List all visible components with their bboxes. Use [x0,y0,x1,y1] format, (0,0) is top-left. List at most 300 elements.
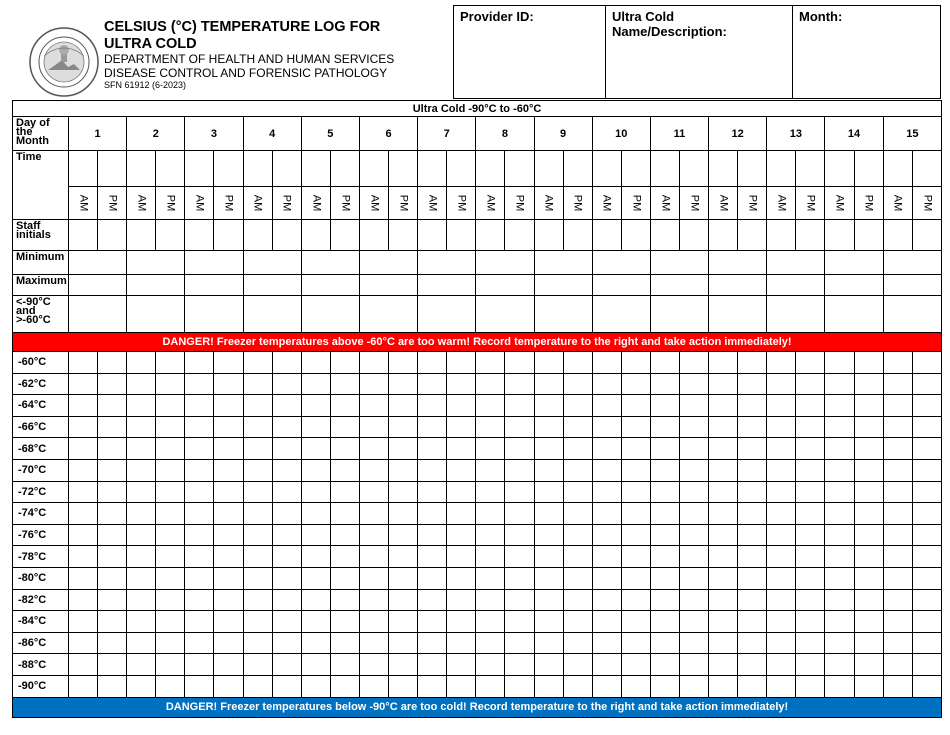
temp-cell[interactable] [243,373,272,395]
temp-cell[interactable] [563,675,592,697]
temp-cell[interactable] [389,567,418,589]
temp-cell[interactable] [679,567,708,589]
temp-cell[interactable] [447,373,476,395]
maximum-cell[interactable] [709,275,767,296]
temp-cell[interactable] [127,654,156,676]
temp-cell[interactable] [98,589,127,611]
temp-cell[interactable] [359,416,388,438]
temp-cell[interactable] [476,352,505,374]
temp-cell[interactable] [912,654,941,676]
temp-cell[interactable] [447,611,476,633]
temp-cell[interactable] [301,524,330,546]
staff-initials-cell[interactable] [214,220,243,251]
temp-cell[interactable] [505,352,534,374]
temp-cell[interactable] [709,611,738,633]
temp-cell[interactable] [825,373,854,395]
maximum-cell[interactable] [418,275,476,296]
temp-cell[interactable] [214,546,243,568]
temp-cell[interactable] [912,459,941,481]
temp-cell[interactable] [389,503,418,525]
staff-initials-cell[interactable] [796,220,825,251]
temp-cell[interactable] [767,675,796,697]
staff-initials-cell[interactable] [738,220,767,251]
temp-cell[interactable] [185,654,214,676]
temp-cell[interactable] [679,546,708,568]
temp-cell[interactable] [69,438,98,460]
temp-cell[interactable] [679,373,708,395]
out-of-range-cell[interactable] [883,296,941,333]
temp-cell[interactable] [359,459,388,481]
temp-cell[interactable] [883,395,912,417]
temp-cell[interactable] [127,632,156,654]
temp-cell[interactable] [796,632,825,654]
temp-cell[interactable] [854,567,883,589]
temp-cell[interactable] [563,567,592,589]
temp-cell[interactable] [679,524,708,546]
temp-cell[interactable] [389,352,418,374]
staff-initials-cell[interactable] [534,220,563,251]
temp-cell[interactable] [214,481,243,503]
temp-cell[interactable] [621,524,650,546]
temp-cell[interactable] [621,654,650,676]
minimum-cell[interactable] [883,251,941,275]
temp-cell[interactable] [854,675,883,697]
staff-initials-cell[interactable] [505,220,534,251]
temp-cell[interactable] [534,524,563,546]
staff-initials-cell[interactable] [272,220,301,251]
temp-cell[interactable] [156,675,185,697]
temp-cell[interactable] [418,352,447,374]
temp-cell[interactable] [359,589,388,611]
temp-cell[interactable] [301,438,330,460]
temp-cell[interactable] [272,632,301,654]
temp-cell[interactable] [243,675,272,697]
temp-cell[interactable] [883,546,912,568]
staff-initials-cell[interactable] [854,220,883,251]
temp-cell[interactable] [98,524,127,546]
temp-cell[interactable] [476,459,505,481]
temp-cell[interactable] [505,675,534,697]
temp-cell[interactable] [679,352,708,374]
temp-cell[interactable] [330,654,359,676]
temp-cell[interactable] [738,546,767,568]
temp-cell[interactable] [796,459,825,481]
minimum-cell[interactable] [592,251,650,275]
temp-cell[interactable] [621,481,650,503]
temp-cell[interactable] [418,524,447,546]
temp-cell[interactable] [738,589,767,611]
minimum-cell[interactable] [301,251,359,275]
temp-cell[interactable] [883,524,912,546]
temp-cell[interactable] [679,395,708,417]
temp-cell[interactable] [796,567,825,589]
temp-cell[interactable] [563,503,592,525]
temp-cell[interactable] [156,524,185,546]
minimum-cell[interactable] [127,251,185,275]
temp-cell[interactable] [243,481,272,503]
temp-cell[interactable] [505,524,534,546]
temp-cell[interactable] [127,611,156,633]
temp-cell[interactable] [98,632,127,654]
temp-cell[interactable] [330,675,359,697]
temp-cell[interactable] [185,503,214,525]
temp-cell[interactable] [738,352,767,374]
temp-cell[interactable] [272,675,301,697]
temp-cell[interactable] [156,352,185,374]
temp-cell[interactable] [301,373,330,395]
temp-cell[interactable] [534,675,563,697]
temp-cell[interactable] [243,438,272,460]
staff-initials-cell[interactable] [679,220,708,251]
temp-cell[interactable] [98,611,127,633]
temp-cell[interactable] [214,611,243,633]
temp-cell[interactable] [883,654,912,676]
temp-cell[interactable] [679,481,708,503]
temp-cell[interactable] [185,567,214,589]
temp-cell[interactable] [301,567,330,589]
temp-cell[interactable] [709,481,738,503]
temp-cell[interactable] [301,503,330,525]
ultra-cold-name-field[interactable] [605,5,793,99]
temp-cell[interactable] [621,438,650,460]
minimum-cell[interactable] [69,251,127,275]
temp-cell[interactable] [825,611,854,633]
temp-cell[interactable] [679,438,708,460]
temp-cell[interactable] [127,481,156,503]
temp-cell[interactable] [505,395,534,417]
temp-cell[interactable] [621,352,650,374]
temp-cell[interactable] [272,654,301,676]
temp-cell[interactable] [650,459,679,481]
temp-cell[interactable] [534,632,563,654]
temp-cell[interactable] [505,459,534,481]
staff-initials-cell[interactable] [709,220,738,251]
temp-cell[interactable] [883,503,912,525]
temp-cell[interactable] [418,503,447,525]
temp-cell[interactable] [738,373,767,395]
time-cell[interactable] [272,151,301,187]
temp-cell[interactable] [825,567,854,589]
temp-cell[interactable] [301,589,330,611]
time-cell[interactable] [418,151,447,187]
temp-cell[interactable] [709,546,738,568]
temp-cell[interactable] [185,352,214,374]
temp-cell[interactable] [330,481,359,503]
temp-cell[interactable] [272,481,301,503]
temp-cell[interactable] [767,546,796,568]
temp-cell[interactable] [767,503,796,525]
temp-cell[interactable] [447,395,476,417]
temp-cell[interactable] [156,373,185,395]
temp-cell[interactable] [330,589,359,611]
temp-cell[interactable] [912,352,941,374]
time-cell[interactable] [127,151,156,187]
temp-cell[interactable] [534,546,563,568]
temp-cell[interactable] [563,589,592,611]
temp-cell[interactable] [709,654,738,676]
maximum-cell[interactable] [243,275,301,296]
temp-cell[interactable] [389,589,418,611]
temp-cell[interactable] [127,416,156,438]
temp-cell[interactable] [185,611,214,633]
temp-cell[interactable] [330,459,359,481]
temp-cell[interactable] [854,352,883,374]
minimum-cell[interactable] [825,251,883,275]
temp-cell[interactable] [447,546,476,568]
temp-cell[interactable] [330,567,359,589]
temp-cell[interactable] [563,459,592,481]
temp-cell[interactable] [418,675,447,697]
temp-cell[interactable] [301,416,330,438]
temp-cell[interactable] [69,546,98,568]
temp-cell[interactable] [447,416,476,438]
time-cell[interactable] [592,151,621,187]
temp-cell[interactable] [738,438,767,460]
temp-cell[interactable] [709,459,738,481]
temp-cell[interactable] [330,611,359,633]
minimum-cell[interactable] [359,251,417,275]
temp-cell[interactable] [709,632,738,654]
maximum-cell[interactable] [883,275,941,296]
temp-cell[interactable] [418,567,447,589]
temp-cell[interactable] [389,459,418,481]
temp-cell[interactable] [767,438,796,460]
temp-cell[interactable] [854,611,883,633]
temp-cell[interactable] [301,654,330,676]
temp-cell[interactable] [505,438,534,460]
temp-cell[interactable] [476,416,505,438]
temp-cell[interactable] [243,416,272,438]
temp-cell[interactable] [418,632,447,654]
time-cell[interactable] [679,151,708,187]
temp-cell[interactable] [883,632,912,654]
temp-cell[interactable] [912,503,941,525]
temp-cell[interactable] [738,675,767,697]
temp-cell[interactable] [825,632,854,654]
temp-cell[interactable] [476,503,505,525]
temp-cell[interactable] [883,611,912,633]
temp-cell[interactable] [650,654,679,676]
temp-cell[interactable] [476,546,505,568]
maximum-cell[interactable] [476,275,534,296]
temp-cell[interactable] [476,438,505,460]
temp-cell[interactable] [563,416,592,438]
temp-cell[interactable] [679,503,708,525]
temp-cell[interactable] [854,373,883,395]
temp-cell[interactable] [359,567,388,589]
temp-cell[interactable] [621,675,650,697]
temp-cell[interactable] [679,675,708,697]
temp-cell[interactable] [854,395,883,417]
temp-cell[interactable] [243,524,272,546]
temp-cell[interactable] [301,395,330,417]
temp-cell[interactable] [301,675,330,697]
temp-cell[interactable] [883,481,912,503]
temp-cell[interactable] [534,503,563,525]
temp-cell[interactable] [330,546,359,568]
staff-initials-cell[interactable] [650,220,679,251]
temp-cell[interactable] [359,503,388,525]
temp-cell[interactable] [418,546,447,568]
staff-initials-cell[interactable] [563,220,592,251]
temp-cell[interactable] [69,459,98,481]
temp-cell[interactable] [418,395,447,417]
temp-cell[interactable] [912,416,941,438]
temp-cell[interactable] [621,546,650,568]
temp-cell[interactable] [854,524,883,546]
temp-cell[interactable] [738,459,767,481]
temp-cell[interactable] [709,416,738,438]
temp-cell[interactable] [389,524,418,546]
time-cell[interactable] [505,151,534,187]
temp-cell[interactable] [505,546,534,568]
temp-cell[interactable] [156,481,185,503]
temp-cell[interactable] [214,503,243,525]
temp-cell[interactable] [912,524,941,546]
temp-cell[interactable] [359,481,388,503]
temp-cell[interactable] [534,438,563,460]
temp-cell[interactable] [534,395,563,417]
maximum-cell[interactable] [185,275,243,296]
temp-cell[interactable] [912,589,941,611]
temp-cell[interactable] [156,546,185,568]
minimum-cell[interactable] [767,251,825,275]
out-of-range-cell[interactable] [127,296,185,333]
temp-cell[interactable] [243,589,272,611]
temp-cell[interactable] [709,524,738,546]
month-field[interactable] [792,5,941,99]
temp-cell[interactable] [418,611,447,633]
temp-cell[interactable] [767,395,796,417]
maximum-cell[interactable] [767,275,825,296]
temp-cell[interactable] [330,352,359,374]
temp-cell[interactable] [389,416,418,438]
temp-cell[interactable] [650,503,679,525]
maximum-cell[interactable] [825,275,883,296]
temp-cell[interactable] [709,395,738,417]
temp-cell[interactable] [272,352,301,374]
temp-cell[interactable] [534,416,563,438]
temp-cell[interactable] [389,546,418,568]
temp-cell[interactable] [156,395,185,417]
temp-cell[interactable] [505,567,534,589]
temp-cell[interactable] [825,546,854,568]
temp-cell[interactable] [738,416,767,438]
temp-cell[interactable] [98,373,127,395]
temp-cell[interactable] [476,481,505,503]
temp-cell[interactable] [98,416,127,438]
temp-cell[interactable] [214,373,243,395]
staff-initials-cell[interactable] [621,220,650,251]
staff-initials-cell[interactable] [185,220,214,251]
temp-cell[interactable] [185,416,214,438]
temp-cell[interactable] [447,567,476,589]
temp-cell[interactable] [418,416,447,438]
time-cell[interactable] [825,151,854,187]
temp-cell[interactable] [709,567,738,589]
temp-cell[interactable] [679,632,708,654]
temp-cell[interactable] [476,373,505,395]
temp-cell[interactable] [738,654,767,676]
temp-cell[interactable] [505,503,534,525]
temp-cell[interactable] [359,654,388,676]
temp-cell[interactable] [389,632,418,654]
temp-cell[interactable] [185,438,214,460]
temp-cell[interactable] [592,567,621,589]
maximum-cell[interactable] [359,275,417,296]
temp-cell[interactable] [156,459,185,481]
out-of-range-cell[interactable] [69,296,127,333]
temp-cell[interactable] [738,632,767,654]
temp-cell[interactable] [592,395,621,417]
temp-cell[interactable] [592,438,621,460]
temp-cell[interactable] [534,654,563,676]
temp-cell[interactable] [185,395,214,417]
temp-cell[interactable] [214,675,243,697]
temp-cell[interactable] [621,373,650,395]
temp-cell[interactable] [272,503,301,525]
temp-cell[interactable] [592,481,621,503]
temp-cell[interactable] [69,632,98,654]
temp-cell[interactable] [767,416,796,438]
temp-cell[interactable] [825,524,854,546]
temp-cell[interactable] [330,416,359,438]
staff-initials-cell[interactable] [767,220,796,251]
temp-cell[interactable] [127,438,156,460]
temp-cell[interactable] [272,438,301,460]
time-cell[interactable] [69,151,98,187]
temp-cell[interactable] [592,546,621,568]
maximum-cell[interactable] [127,275,185,296]
temp-cell[interactable] [185,524,214,546]
temp-cell[interactable] [156,654,185,676]
temp-cell[interactable] [883,567,912,589]
temp-cell[interactable] [854,481,883,503]
temp-cell[interactable] [214,632,243,654]
temp-cell[interactable] [156,416,185,438]
temp-cell[interactable] [156,503,185,525]
temp-cell[interactable] [243,632,272,654]
temp-cell[interactable] [796,654,825,676]
temp-cell[interactable] [883,459,912,481]
time-cell[interactable] [534,151,563,187]
temp-cell[interactable] [98,459,127,481]
temp-cell[interactable] [796,675,825,697]
temp-cell[interactable] [272,567,301,589]
temp-cell[interactable] [650,524,679,546]
temp-cell[interactable] [621,589,650,611]
staff-initials-cell[interactable] [127,220,156,251]
temp-cell[interactable] [825,416,854,438]
temp-cell[interactable] [796,589,825,611]
temp-cell[interactable] [476,654,505,676]
minimum-cell[interactable] [709,251,767,275]
time-cell[interactable] [476,151,505,187]
temp-cell[interactable] [69,611,98,633]
temp-cell[interactable] [563,352,592,374]
temp-cell[interactable] [476,589,505,611]
temp-cell[interactable] [127,459,156,481]
temp-cell[interactable] [185,481,214,503]
temp-cell[interactable] [69,373,98,395]
temp-cell[interactable] [854,632,883,654]
staff-initials-cell[interactable] [418,220,447,251]
temp-cell[interactable] [825,481,854,503]
temp-cell[interactable] [796,503,825,525]
temp-cell[interactable] [592,352,621,374]
temp-cell[interactable] [272,589,301,611]
temp-cell[interactable] [679,611,708,633]
